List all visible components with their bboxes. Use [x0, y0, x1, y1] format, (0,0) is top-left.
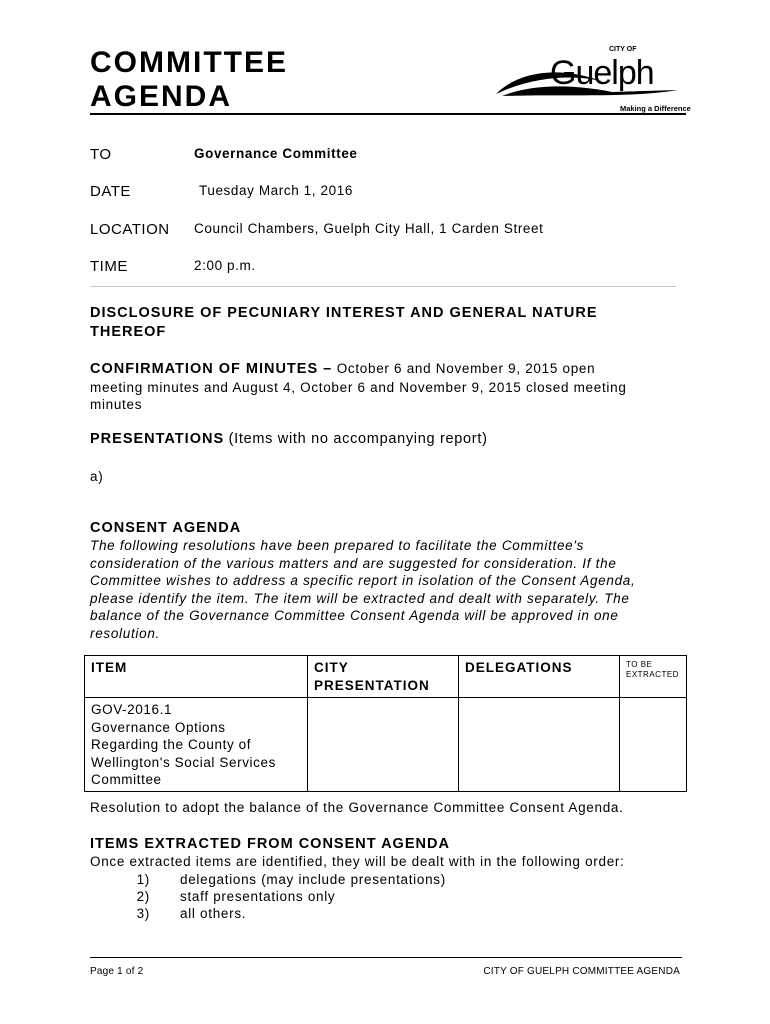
header-to-be-extracted: TO BE EXTRACTED — [620, 656, 687, 698]
list-item: 1) delegations (may include presentations) — [136, 872, 446, 887]
disclosure-line-1: DISCLOSURE OF PECUNIARY INTEREST AND GENERAL NATURE — [90, 305, 598, 321]
footer-divider — [90, 957, 682, 958]
location-value: Council Chambers, Guelph City Hall, 1 Carden Street — [194, 221, 544, 236]
to-label: TO — [90, 146, 112, 163]
consent-line: consideration of the various matters and are suggested for consideration. If the — [90, 555, 617, 571]
cell-delegations — [459, 698, 620, 792]
consent-description — [90, 537, 690, 642]
page-number: Page 1 of 2 — [90, 966, 144, 977]
extracted-heading: ITEMS EXTRACTED FROM CONSENT AGENDA — [90, 836, 450, 852]
guelph-logo — [492, 40, 691, 116]
time-value: 2:00 p.m. — [194, 258, 256, 273]
date-value: Tuesday March 1, 2016 — [199, 183, 353, 198]
minutes-heading: CONFIRMATION OF MINUTES – — [90, 361, 333, 377]
cell-city-presentation — [308, 698, 459, 792]
disclosure-heading — [90, 304, 690, 342]
header-city-presentation: CITY PRESENTATION — [308, 656, 459, 698]
header-delegations: DELEGATIONS — [459, 656, 620, 698]
logo-tagline: Making a Difference — [620, 104, 691, 113]
logo-name: Guelph — [550, 54, 654, 92]
consent-agenda-table — [84, 655, 687, 792]
consent-line: balance of the Governance Committee Consent Agenda will be approved in one — [90, 608, 619, 623]
consent-line: Committee wishes to address a specific report in isolation of the Consent Agenda, — [90, 573, 636, 588]
minutes-line-1: October 6 and November 9, 2015 open — [336, 361, 596, 376]
consent-heading: CONSENT AGENDA — [90, 520, 242, 536]
cell-item: GOV-2016.1 Governance Options Regarding the County of Wellington's Social Services Committee — [85, 698, 308, 792]
header-item: ITEM — [85, 656, 308, 698]
table-row — [85, 698, 687, 792]
page-title — [90, 46, 288, 114]
presentations-section — [90, 430, 690, 449]
minutes-section — [90, 360, 690, 414]
list-item: 3) all others. — [136, 906, 247, 921]
consent-line: The following resolutions have been prepared to facilitate the Committee's — [90, 538, 585, 553]
date-label: DATE — [90, 183, 131, 200]
resolution-text: Resolution to adopt the balance of the Governance Committee Consent Agenda. — [90, 800, 624, 815]
minutes-line-3: minutes — [90, 397, 143, 412]
header-divider — [90, 113, 686, 115]
guelph-logo-mark — [492, 40, 691, 116]
location-label: LOCATION — [90, 221, 170, 238]
presentations-note: (Items with no accompanying report) — [228, 431, 488, 447]
extracted-intro: Once extracted items are identified, they will be dealt with in the following order: — [90, 854, 625, 869]
time-label: TIME — [90, 258, 128, 275]
disclosure-line-2: THEREOF — [90, 324, 167, 340]
consent-line: resolution. — [90, 625, 160, 641]
minutes-line-2: meeting minutes and August 4, October 6 and November 9, 2015 closed meeting — [90, 379, 627, 395]
presentation-item-a: a) — [90, 469, 104, 484]
title-line-1: COMMITTEE — [90, 46, 288, 79]
title-line-2: AGENDA — [90, 80, 233, 113]
to-value: Governance Committee — [194, 146, 358, 161]
consent-line: please identify the item. The item will be extracted and dealt with separately. The — [90, 590, 630, 606]
table-header-row — [85, 656, 687, 698]
logo-city-of: CITY OF — [609, 46, 637, 53]
footer-doc-name: CITY OF GUELPH COMMITTEE AGENDA — [483, 966, 680, 977]
meta-divider — [90, 286, 676, 287]
list-item: 2) staff presentations only — [136, 889, 336, 904]
cell-to-be-extracted[interactable] — [620, 698, 687, 792]
presentations-heading: PRESENTATIONS — [90, 431, 225, 447]
